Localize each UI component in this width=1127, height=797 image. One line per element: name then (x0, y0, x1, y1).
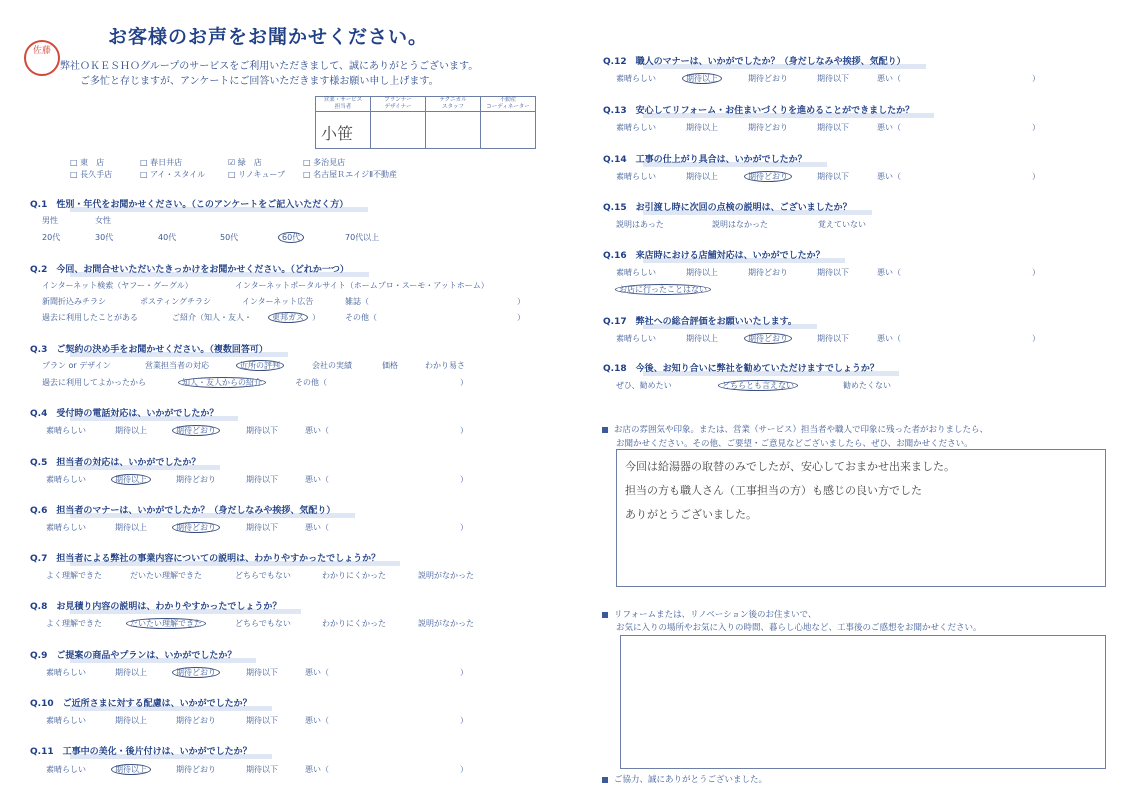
q18-opt-recommend[interactable]: ぜひ、勧めたい (616, 381, 672, 390)
q14-opt-expected[interactable]: 期待どおり (748, 171, 788, 182)
q18-label: Q.18 今後、お知り合いに弊社を勧めていただけますでしょうか？ (603, 361, 879, 374)
comment1-prompt-line1: お店の雰囲気や印象。または、営業（サービス）担当者や職人で印象に残った者がおりましたら、 (602, 423, 988, 435)
staff-header-planner: プランナー デザイナー (370, 96, 426, 112)
q2-label: Q.2 今回、お問合せいただいたきっかけをお聞かせください。（どれか一つ） (30, 262, 349, 275)
q17-opt-below[interactable]: 期待以下 (817, 334, 849, 343)
q11-opt-below[interactable]: 期待以下 (246, 765, 278, 774)
q15-label: Q.15 お引渡し時に次回の点検の説明は、ございましたか？ (603, 200, 852, 213)
q17-opt-excellent[interactable]: 素晴らしい (616, 334, 656, 343)
intro-line-2: ご多忙と存じますが、アンケートにご回答いただきます様お願い申し上げます。 (80, 76, 439, 87)
staff-cell-realestate (480, 111, 536, 149)
q16-label: Q.16 来店時における店舗対応は、いかがでしたか？ (603, 248, 825, 261)
store-midori[interactable]: ☑ 緑 店 (228, 158, 262, 167)
q18-opt-neutral[interactable]: どちらとも言えない (722, 380, 794, 391)
q4-opt-expected[interactable]: 期待どおり (176, 425, 216, 436)
q12-opt-below[interactable]: 期待以下 (817, 74, 849, 83)
intro-line-1: 弊社ＯＫＥＳＨＯグループのサービスをご利用いただきまして、誠にありがとうございます。 (60, 61, 479, 72)
q6-opt-excellent[interactable]: 素晴らしい (46, 523, 86, 532)
q9-opt-expected[interactable]: 期待どおり (176, 667, 216, 678)
q3-label: Q.3 ご契約の決め手をお聞かせください。（複数回答可） (30, 342, 268, 355)
bullet-square-icon (602, 427, 608, 433)
q13-opt-close: ） (1032, 123, 1040, 132)
q6-opt-close: ） (460, 523, 468, 532)
comment2-prompt-line2: お気に入りの場所やお気に入りの時間、暮らし心地など、工事後のご感想をお聞かせください。 (616, 623, 982, 633)
q2-past-use[interactable]: 過去に利用したことがある (42, 313, 138, 322)
q7-label: Q.7 担当者による弊社の事業内容についての説明は、わかりやすかったでしょうか？ (30, 551, 380, 564)
q5-opt-close: ） (460, 475, 468, 484)
q8-opt-2[interactable]: だいたい理解できた (130, 618, 202, 629)
q1-70s[interactable]: 70代以上 (345, 233, 380, 242)
q15-opt-2[interactable]: 説明はなかった (712, 220, 768, 229)
q8-opt-1[interactable]: よく理解できた (46, 619, 102, 628)
q18-opt-not[interactable]: 勧めたくない (843, 381, 891, 390)
q5-opt-below[interactable]: 期待以下 (246, 475, 278, 484)
q3-friend-referral[interactable]: 知人・友人からの紹介 (182, 377, 262, 388)
q5-opt-excellent[interactable]: 素晴らしい (46, 475, 86, 484)
q9-opt-below[interactable]: 期待以下 (246, 668, 278, 677)
comment2-box[interactable] (620, 635, 1106, 769)
q11-opt-bad[interactable]: 悪い（ (305, 765, 329, 774)
q14-label: Q.14 工事の仕上がり具合は、いかがでしたか？ (603, 152, 807, 165)
q12-opt-above[interactable]: 期待以上 (686, 73, 718, 84)
q2-newspaper[interactable]: 新聞折込みチラシ (42, 297, 106, 306)
store-tajimi[interactable]: □ 多治見店 (303, 158, 346, 167)
q8-label: Q.8 お見積り内容の説明は、わかりやすかったでしょうか？ (30, 599, 281, 612)
q4-opt-close: ） (460, 426, 468, 435)
q16-opt-above[interactable]: 期待以上 (686, 268, 718, 277)
q3-other-close: ） (460, 378, 468, 387)
q5-opt-bad[interactable]: 悪い（ (305, 475, 329, 484)
q16-opt-excellent[interactable]: 素晴らしい (616, 268, 656, 277)
q16-opt-expected[interactable]: 期待どおり (748, 268, 788, 277)
q1-40s[interactable]: 40代 (158, 233, 177, 242)
q2-magazine-close: ） (517, 297, 525, 306)
q2-posting[interactable]: ポスティングチラシ (140, 297, 212, 306)
q8-opt-4[interactable]: わかりにくかった (322, 619, 386, 628)
q5-opt-above[interactable]: 期待以上 (115, 474, 147, 485)
q2-other[interactable]: その他（ (345, 313, 377, 322)
comment1-box[interactable] (616, 449, 1106, 587)
q17-opt-bad[interactable]: 悪い（ (877, 334, 901, 343)
q2-portal-site[interactable]: インターネットポータルサイト（ホームプロ・スーモ・アットホーム） (235, 281, 489, 290)
q11-label: Q.11 工事中の美化・後片付けは、いかがでしたか？ (30, 744, 252, 757)
comment1-prompt-line2: お聞かせください。その他、ご要望・ご意見などございましたら、ぜひ、お聞かせください。 (616, 439, 973, 449)
store-realestate[interactable]: □ 名古屋ＲエイジⅡ不動産 (303, 170, 398, 179)
q7-opt-1[interactable]: よく理解できた (46, 571, 102, 580)
q2-internet-ad[interactable]: インターネット広告 (242, 297, 314, 306)
seal-stamp (24, 40, 60, 76)
q4-opt-bad[interactable]: 悪い（ (305, 426, 329, 435)
page-title: お客様のお声をお聞かせください。 (108, 26, 429, 48)
q7-opt-3[interactable]: どちらでもない (235, 571, 291, 580)
store-east[interactable]: □ 東 店 (70, 158, 105, 167)
q10-opt-expected[interactable]: 期待どおり (176, 716, 216, 725)
q13-opt-excellent[interactable]: 素晴らしい (616, 123, 656, 132)
q8-opt-3[interactable]: どちらでもない (235, 619, 291, 628)
q17-label: Q.17 弊社への総合評価をお願いいたします。 (603, 314, 797, 327)
q12-label: Q.12 職人のマナーは、いかがでしたか？（身だしなみや挨拶、気配り） (603, 54, 906, 67)
q16-opt-below[interactable]: 期待以下 (817, 268, 849, 277)
q6-opt-bad[interactable]: 悪い（ (305, 523, 329, 532)
q1-female[interactable]: 女性 (95, 216, 111, 225)
store-nagakute[interactable]: □ 長久手店 (70, 170, 113, 179)
q10-opt-excellent[interactable]: 素晴らしい (46, 716, 86, 725)
q10-opt-close: ） (460, 716, 468, 725)
q4-opt-below[interactable]: 期待以下 (246, 426, 278, 435)
q2-internet-search[interactable]: インターネット検索（ヤフー・グーグル） (42, 281, 193, 290)
q2-other-close: ） (517, 313, 525, 322)
q17-opt-expected[interactable]: 期待どおり (748, 333, 788, 344)
q16-opt-bad[interactable]: 悪い（ (877, 268, 901, 277)
q16-opt-close: ） (1032, 268, 1040, 277)
q3-clarity[interactable]: わかり易さ (425, 361, 465, 370)
q14-opt-bad[interactable]: 悪い（ (877, 172, 901, 181)
comment1-line-2: 担当の方も職人さん（工事担当の方）も感じの良い方でした (625, 484, 922, 497)
q17-opt-above[interactable]: 期待以上 (686, 334, 718, 343)
q1-male[interactable]: 男性 (42, 216, 58, 225)
q10-opt-below[interactable]: 期待以下 (246, 716, 278, 725)
q15-opt-3[interactable]: 覚えていない (818, 220, 866, 229)
q8-opt-5[interactable]: 説明がなかった (418, 619, 474, 628)
q9-opt-excellent[interactable]: 素晴らしい (46, 668, 86, 677)
q13-opt-above[interactable]: 期待以上 (686, 123, 718, 132)
q3-track-record[interactable]: 会社の実績 (312, 361, 352, 370)
q7-opt-4[interactable]: わかりにくかった (322, 571, 386, 580)
q12-opt-close: ） (1032, 74, 1040, 83)
q4-label: Q.4 受付時の電話対応は、いかがでしたか？ (30, 406, 218, 419)
q3-price[interactable]: 価格 (382, 361, 398, 370)
q10-opt-bad[interactable]: 悪い（ (305, 716, 329, 725)
staff-name-handwritten: 小笹 (321, 124, 354, 143)
q11-opt-expected[interactable]: 期待どおり (176, 765, 216, 774)
q6-opt-above[interactable]: 期待以上 (115, 523, 147, 532)
q6-label: Q.6 担当者のマナーは、いかがでしたか？（身だしなみや挨拶、気配り） (30, 503, 335, 516)
q12-opt-bad[interactable]: 悪い（ (877, 74, 901, 83)
q13-opt-bad[interactable]: 悪い（ (877, 123, 901, 132)
q14-opt-below[interactable]: 期待以下 (817, 172, 849, 181)
q2-referral[interactable]: ご紹介（知人・友人・ (172, 313, 252, 322)
comment1-line-3: ありがとうございました。 (625, 508, 757, 521)
q14-opt-excellent[interactable]: 素晴らしい (616, 172, 656, 181)
q14-opt-above[interactable]: 期待以上 (686, 172, 718, 181)
q1-label: Q.1 性別・年代をお聞かせください。（このアンケートをご記入いただく方） (30, 197, 348, 210)
comment2-prompt-line1: リフォームまたは、リノベーション後のお住まいで、 (602, 608, 816, 620)
q6-opt-below[interactable]: 期待以下 (246, 523, 278, 532)
q5-opt-expected[interactable]: 期待どおり (176, 475, 216, 484)
q12-opt-expected[interactable]: 期待どおり (748, 74, 788, 83)
q9-opt-bad[interactable]: 悪い（ (305, 668, 329, 677)
q9-label: Q.9 ご提案の商品やプランは、いかがでしたか？ (30, 648, 236, 661)
staff-header-realestate: 不動産 コーディネーター (480, 96, 536, 112)
staff-cell-planner (370, 111, 426, 149)
stamp-text: 佐藤 (33, 46, 52, 56)
thanks-text: ご協力、誠にありがとうございました。 (602, 773, 767, 785)
bullet-square-icon (602, 777, 608, 783)
q9-opt-above[interactable]: 期待以上 (115, 668, 147, 677)
q17-opt-close: ） (1032, 334, 1040, 343)
q1-50s[interactable]: 50代 (220, 233, 239, 242)
bullet-square-icon (602, 612, 608, 618)
q14-opt-close: ） (1032, 172, 1040, 181)
q15-opt-1[interactable]: 説明はあった (616, 220, 664, 229)
q1-60s[interactable]: 60代 (282, 232, 300, 243)
q7-opt-5[interactable]: 説明がなかった (418, 571, 474, 580)
q13-label: Q.13 安心してリフォーム・お住まいづくりを進めることができましたか？ (603, 103, 914, 116)
q1-30s[interactable]: 30代 (95, 233, 114, 242)
staff-header-sales: 営業・サービス 担当者 (315, 96, 371, 112)
q11-opt-above[interactable]: 期待以上 (115, 764, 147, 775)
q16-opt-never-visited[interactable]: お店に行ったことはない (619, 284, 707, 295)
store-istyle[interactable]: □ アイ・スタイル (140, 170, 206, 179)
q7-opt-2[interactable]: だいたい理解できた (130, 571, 202, 580)
q2-toho-gas[interactable]: 東邦ガス (272, 312, 304, 323)
q4-opt-above[interactable]: 期待以上 (115, 426, 147, 435)
comment1-line-1: 今回は給湯器の取替のみでしたが、安心しておまかせ出来ました。 (625, 460, 955, 473)
q11-opt-excellent[interactable]: 素晴らしい (46, 765, 86, 774)
q12-opt-excellent[interactable]: 素晴らしい (616, 74, 656, 83)
q3-plan-design[interactable]: プラン or デザイン (42, 361, 111, 370)
q10-opt-above[interactable]: 期待以上 (115, 716, 147, 725)
q6-opt-expected[interactable]: 期待どおり (176, 522, 216, 533)
q3-reputation[interactable]: 近所の評判 (240, 360, 280, 371)
q3-sales-staff[interactable]: 営業担当者の対応 (145, 361, 209, 370)
q2-referral-close: ） (312, 313, 320, 322)
q2-magazine[interactable]: 雑誌（ (345, 297, 369, 306)
q11-opt-close: ） (460, 765, 468, 774)
staff-cell-technical (425, 111, 481, 149)
q13-opt-below[interactable]: 期待以下 (817, 123, 849, 132)
store-renocube[interactable]: □ リノキューブ (228, 170, 286, 179)
q9-opt-close: ） (460, 668, 468, 677)
staff-cell-sales (315, 111, 371, 149)
q3-past-good[interactable]: 過去に利用してよかったから (42, 378, 146, 387)
q1-20s[interactable]: 20代 (42, 233, 61, 242)
q10-label: Q.10 ご近所さまに対する配慮は、いかがでしたか？ (30, 696, 252, 709)
q5-label: Q.5 担当者の対応は、いかがでしたか？ (30, 455, 200, 468)
q4-opt-excellent[interactable]: 素晴らしい (46, 426, 86, 435)
staff-header-technical: テクニカル スタッフ (425, 96, 481, 112)
store-kasugai[interactable]: □ 春日井店 (140, 158, 183, 167)
q3-other[interactable]: その他（ (295, 378, 327, 387)
q13-opt-expected[interactable]: 期待どおり (748, 123, 788, 132)
